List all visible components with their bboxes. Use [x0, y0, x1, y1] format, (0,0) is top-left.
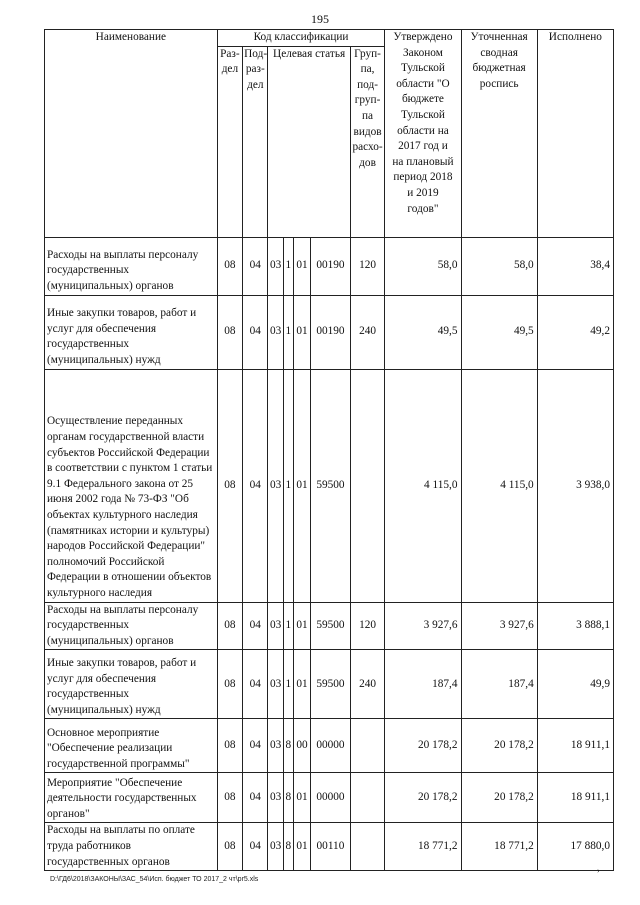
budget-table [44, 29, 614, 871]
row-razdel: 08 [217, 719, 242, 773]
row-expense-type: 120 [350, 602, 385, 650]
row-target-1: 03 [268, 650, 283, 719]
row-target-3: 01 [293, 773, 310, 823]
row-target-3: 01 [293, 650, 310, 719]
row-name: Расходы на выплаты персоналу государственных (муниципальных) органов [45, 602, 218, 650]
row-executed: 3 938,0 [537, 369, 613, 602]
row-approved: 58,0 [385, 237, 461, 295]
row-podrazdel: 04 [243, 369, 268, 602]
row-podrazdel: 04 [243, 237, 268, 295]
row-refined: 20 178,2 [461, 719, 537, 773]
row-target-3: 00 [293, 719, 310, 773]
row-refined: 3 927,6 [461, 602, 537, 650]
row-name: Основное мероприятие "Обеспечение реализации государственной программы" [45, 719, 218, 773]
table-row [45, 773, 614, 823]
row-approved: 3 927,6 [385, 602, 461, 650]
row-podrazdel: 04 [243, 295, 268, 369]
row-target-2: 1 [283, 237, 293, 295]
row-name: Расходы на выплаты персоналу государственных (муниципальных) органов [45, 237, 218, 295]
row-approved: 4 115,0 [385, 369, 461, 602]
row-target-4: 59500 [311, 650, 351, 719]
row-target-2: 1 [283, 650, 293, 719]
row-name: Мероприятие "Обеспечение деятельности государственных органов" [45, 773, 218, 823]
row-target-2: 8 [283, 773, 293, 823]
row-target-4: 59500 [311, 369, 351, 602]
header-section: Раз- дел [217, 46, 242, 237]
row-expense-type [350, 369, 385, 602]
row-name: Расходы на выплаты по оплате труда работников государственных органов [45, 823, 218, 871]
row-target-1: 03 [268, 823, 283, 871]
row-expense-type: 240 [350, 295, 385, 369]
table-row [45, 237, 614, 295]
table-row [45, 602, 614, 650]
header-subsection: Под- раз- дел [243, 46, 268, 237]
page-number: 195 [311, 12, 329, 26]
row-target-2: 1 [283, 602, 293, 650]
file-path-footer: D:\ГД6\2018\ЗАКОНЫ\ЗАС_54\Исп. бюджет ТО 2017_2 чт\pr5.xls [50, 876, 259, 883]
header-name: Наименование [45, 30, 218, 238]
row-target-1: 03 [268, 773, 283, 823]
row-razdel: 08 [217, 369, 242, 602]
row-podrazdel: 04 [243, 602, 268, 650]
row-razdel: 08 [217, 237, 242, 295]
row-podrazdel: 04 [243, 719, 268, 773]
row-refined: 58,0 [461, 237, 537, 295]
row-target-1: 03 [268, 237, 283, 295]
header-code-group: Код классификации [217, 30, 385, 47]
header-row-1 [45, 30, 614, 47]
row-razdel: 08 [217, 295, 242, 369]
corner-mark: › [597, 866, 600, 875]
row-expense-type: 240 [350, 650, 385, 719]
row-refined: 20 178,2 [461, 773, 537, 823]
row-executed: 18 911,1 [537, 719, 613, 773]
row-target-2: 1 [283, 295, 293, 369]
row-refined: 49,5 [461, 295, 537, 369]
row-target-1: 03 [268, 369, 283, 602]
row-razdel: 08 [217, 650, 242, 719]
row-expense-type: 120 [350, 237, 385, 295]
row-razdel: 08 [217, 823, 242, 871]
table-row [45, 650, 614, 719]
table-row [45, 369, 614, 602]
row-expense-type [350, 773, 385, 823]
row-refined: 4 115,0 [461, 369, 537, 602]
row-target-2: 8 [283, 823, 293, 871]
row-target-2: 8 [283, 719, 293, 773]
row-executed: 49,2 [537, 295, 613, 369]
row-approved: 49,5 [385, 295, 461, 369]
row-podrazdel: 04 [243, 650, 268, 719]
row-approved: 18 771,2 [385, 823, 461, 871]
row-approved: 187,4 [385, 650, 461, 719]
row-executed: 3 888,1 [537, 602, 613, 650]
row-target-3: 01 [293, 237, 310, 295]
row-target-1: 03 [268, 295, 283, 369]
row-target-2: 1 [283, 369, 293, 602]
row-target-1: 03 [268, 719, 283, 773]
row-target-3: 01 [293, 823, 310, 871]
row-podrazdel: 04 [243, 773, 268, 823]
row-target-3: 01 [293, 295, 310, 369]
row-target-1: 03 [268, 602, 283, 650]
row-refined: 18 771,2 [461, 823, 537, 871]
table-row [45, 719, 614, 773]
row-approved: 20 178,2 [385, 773, 461, 823]
row-razdel: 08 [217, 602, 242, 650]
row-razdel: 08 [217, 773, 242, 823]
row-executed: 49,9 [537, 650, 613, 719]
row-target-3: 01 [293, 369, 310, 602]
row-approved: 20 178,2 [385, 719, 461, 773]
table-row [45, 823, 614, 871]
header-approved: Утверждено Законом Тульской области "О бюджете Тульской области на 2017 год и на плановый период 2018 и 2019 годов" [385, 30, 461, 238]
row-target-4: 00000 [311, 719, 351, 773]
row-expense-type [350, 719, 385, 773]
row-target-4: 00110 [311, 823, 351, 871]
row-podrazdel: 04 [243, 823, 268, 871]
row-name: Осуществление переданных органам государственной власти субъектов Российской Федерации в соответствии с пунктом 1 статьи 9.1 Федерального закона от 25 июня 2002 года № 73-ФЗ "Об объектах культурного наследия (памятниках истории и культуры) народов Российской Федерации" полномочий Российской Федерации в отношении объектов культурного наследия [45, 369, 218, 602]
header-expense-group: Груп- па, под- груп- па видов расхо- дов [350, 46, 385, 237]
table-row [45, 295, 614, 369]
row-target-4: 00000 [311, 773, 351, 823]
row-target-3: 01 [293, 602, 310, 650]
row-target-4: 59500 [311, 602, 351, 650]
row-executed: 38,4 [537, 237, 613, 295]
header-executed: Исполнено [537, 30, 613, 238]
row-executed: 17 880,0 [537, 823, 613, 871]
row-refined: 187,4 [461, 650, 537, 719]
header-refined: Уточненная сводная бюджетная роспись [461, 30, 537, 238]
row-name: Иные закупки товаров, работ и услуг для обеспечения государственных (муниципальных) нужд [45, 295, 218, 369]
row-target-4: 00190 [311, 295, 351, 369]
row-expense-type [350, 823, 385, 871]
row-name: Иные закупки товаров, работ и услуг для обеспечения государственных (муниципальных) нужд [45, 650, 218, 719]
row-executed: 18 911,1 [537, 773, 613, 823]
header-target-article: Целевая статья [268, 46, 350, 237]
row-target-4: 00190 [311, 237, 351, 295]
